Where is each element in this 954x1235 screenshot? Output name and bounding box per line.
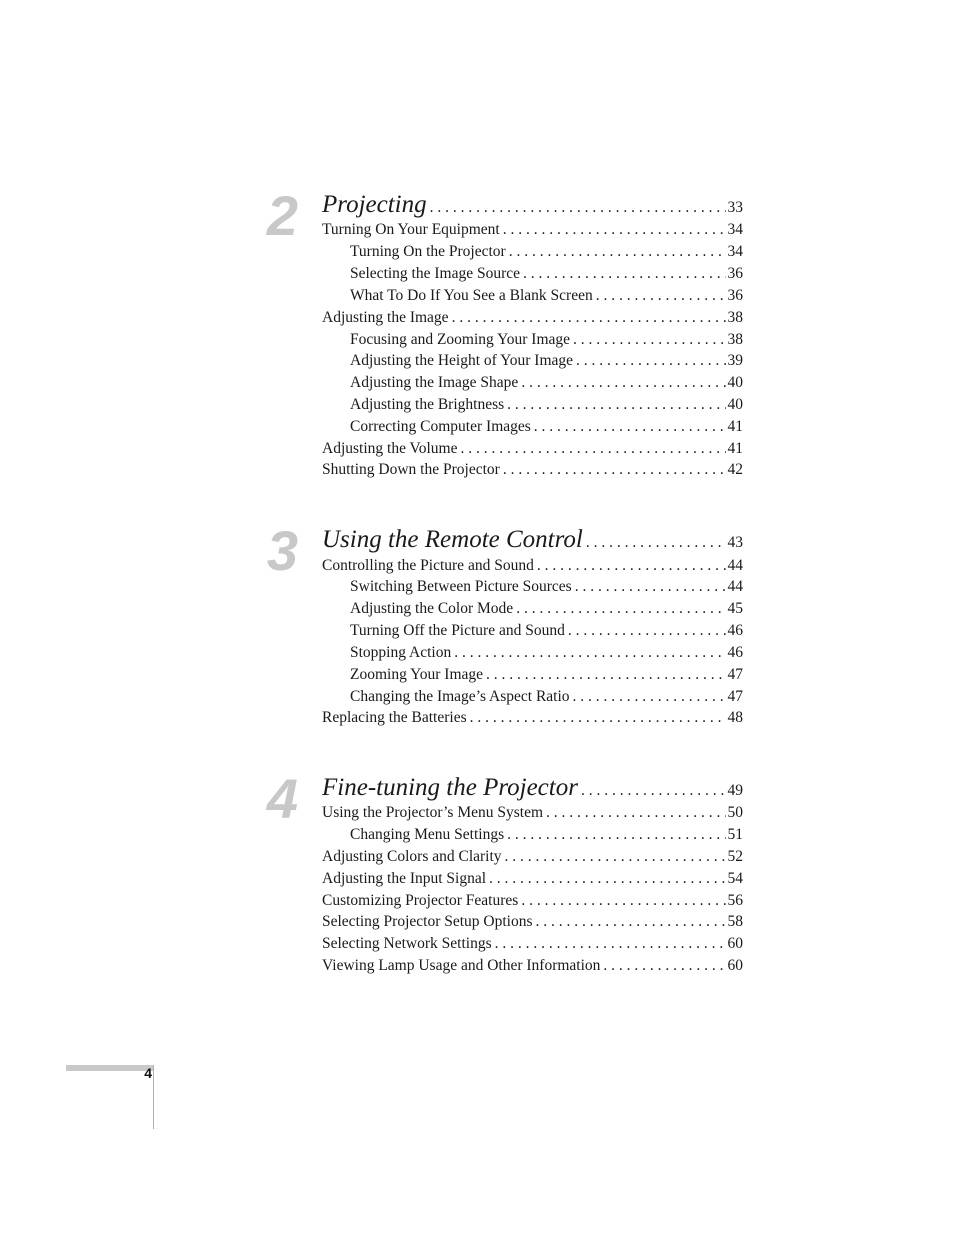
footer-divider xyxy=(153,1065,154,1129)
page-ref: 34 xyxy=(727,243,743,260)
toc-entry[interactable] xyxy=(350,598,743,620)
page-ref: 46 xyxy=(727,622,743,639)
toc-entry[interactable] xyxy=(322,307,743,329)
dot-leader xyxy=(536,911,726,933)
chapter-title: Projecting xyxy=(322,191,427,218)
toc-entry[interactable] xyxy=(350,241,743,263)
dot-leader xyxy=(521,890,725,912)
dot-leader xyxy=(470,707,726,729)
page-ref: 41 xyxy=(727,440,743,457)
page-ref: 48 xyxy=(727,709,743,726)
toc-entry[interactable] xyxy=(322,555,743,577)
toc-entry[interactable] xyxy=(322,459,743,481)
entry-label: Shutting Down the Projector xyxy=(322,461,500,478)
page-ref: 40 xyxy=(727,396,743,413)
chapter-heading[interactable] xyxy=(322,525,743,558)
entry-label: Selecting Projector Setup Options xyxy=(322,913,533,930)
toc-entry[interactable] xyxy=(350,642,743,664)
toc-entry[interactable] xyxy=(322,955,743,977)
dot-leader xyxy=(495,933,726,955)
page-number: 4 xyxy=(144,1065,152,1081)
entry-label: Adjusting the Volume xyxy=(322,440,458,457)
entry-label: Turning On the Projector xyxy=(350,243,506,260)
entry-label: Changing the Image’s Aspect Ratio xyxy=(350,688,570,705)
toc-entry[interactable] xyxy=(350,285,743,307)
page-ref: 60 xyxy=(727,957,743,974)
page-ref: 38 xyxy=(727,309,743,326)
toc-entry[interactable] xyxy=(322,890,743,912)
dot-leader xyxy=(534,416,726,438)
page-ref: 54 xyxy=(727,870,743,887)
toc-entry[interactable] xyxy=(350,350,743,372)
entry-label: Adjusting the Brightness xyxy=(350,396,505,413)
toc-entry[interactable] xyxy=(350,620,743,642)
page-ref: 38 xyxy=(727,331,743,348)
toc-entry[interactable] xyxy=(322,219,743,241)
page-ref: 47 xyxy=(727,666,743,683)
dot-leader xyxy=(521,372,725,394)
toc-entry[interactable] xyxy=(350,394,743,416)
entry-label: Customizing Projector Features xyxy=(322,892,519,909)
page-ref: 49 xyxy=(727,782,743,799)
dot-leader xyxy=(603,955,725,977)
toc-entry[interactable] xyxy=(350,824,743,846)
dot-leader xyxy=(576,350,725,372)
dot-leader xyxy=(509,241,726,263)
entry-label: Selecting Network Settings xyxy=(322,935,492,952)
entry-label: Focusing and Zooming Your Image xyxy=(350,331,571,348)
dot-leader xyxy=(486,664,725,686)
dot-leader xyxy=(503,459,726,481)
entry-label: Adjusting the Image Shape xyxy=(350,374,519,391)
entry-label: Adjusting the Input Signal xyxy=(322,870,487,887)
toc-entry[interactable] xyxy=(350,686,743,708)
dot-leader xyxy=(575,576,726,598)
page-ref: 43 xyxy=(727,534,743,551)
page-ref: 44 xyxy=(727,578,743,595)
toc-entry[interactable] xyxy=(322,438,743,460)
entry-label: Turning On Your Equipment xyxy=(322,221,500,238)
page-ref: 44 xyxy=(727,557,743,574)
toc-entry[interactable] xyxy=(322,911,743,933)
entry-label: Using the Projector’s Menu System xyxy=(322,804,544,821)
page-ref: 50 xyxy=(727,804,743,821)
page-ref: 41 xyxy=(727,418,743,435)
dot-leader xyxy=(573,686,726,708)
page-ref: 47 xyxy=(727,688,743,705)
toc-entry[interactable] xyxy=(350,416,743,438)
page-ref: 33 xyxy=(727,199,743,216)
toc-entry[interactable] xyxy=(322,802,743,824)
dot-leader xyxy=(596,285,726,307)
entry-label: Changing Menu Settings xyxy=(350,826,505,843)
entry-label: What To Do If You See a Blank Screen xyxy=(350,287,593,304)
dot-leader xyxy=(573,329,725,351)
page-ref: 36 xyxy=(727,287,743,304)
dot-leader xyxy=(516,598,725,620)
dot-leader xyxy=(489,868,725,890)
entry-label: Selecting the Image Source xyxy=(350,265,521,282)
dot-leader xyxy=(454,642,725,664)
page-ref: 56 xyxy=(727,892,743,909)
toc-entry[interactable] xyxy=(322,933,743,955)
page-ref: 52 xyxy=(727,848,743,865)
entry-label: Turning Off the Picture and Sound xyxy=(350,622,565,639)
chapter-title: Fine-tuning the Projector xyxy=(322,774,578,801)
page-ref: 42 xyxy=(727,461,743,478)
toc-entry[interactable] xyxy=(322,707,743,729)
page-ref: 46 xyxy=(727,644,743,661)
chapter-title: Using the Remote Control xyxy=(322,526,583,553)
dot-leader xyxy=(505,846,726,868)
page-ref: 51 xyxy=(727,826,743,843)
dot-leader xyxy=(546,802,725,824)
dot-leader xyxy=(507,394,725,416)
entry-label: Switching Between Picture Sources xyxy=(350,578,572,595)
page-ref: 40 xyxy=(727,374,743,391)
entry-label: Controlling the Picture and Sound xyxy=(322,557,534,574)
entry-label: Stopping Action xyxy=(350,644,452,661)
page-ref: 58 xyxy=(727,913,743,930)
toc-entry[interactable] xyxy=(322,846,743,868)
entry-label: Zooming Your Image xyxy=(350,666,484,683)
toc-entry[interactable] xyxy=(350,263,743,285)
entry-label: Viewing Lamp Usage and Other Information xyxy=(322,957,601,974)
toc-entry[interactable] xyxy=(350,329,743,351)
dot-leader xyxy=(523,263,725,285)
dot-leader xyxy=(503,219,726,241)
entry-label: Replacing the Batteries xyxy=(322,709,467,726)
dot-leader xyxy=(507,824,725,846)
dot-leader xyxy=(586,528,726,558)
dot-leader xyxy=(461,438,726,460)
entry-label: Adjusting the Image xyxy=(322,309,449,326)
toc-entry[interactable] xyxy=(322,868,743,890)
entry-label: Adjusting the Height of Your Image xyxy=(350,352,574,369)
chapter-number: 2 xyxy=(266,184,298,247)
page-ref: 45 xyxy=(727,600,743,617)
chapter-number: 4 xyxy=(266,767,298,830)
page-ref: 60 xyxy=(727,935,743,952)
dot-leader xyxy=(537,555,726,577)
dot-leader xyxy=(452,307,726,329)
toc-entry[interactable] xyxy=(350,372,743,394)
page-ref: 39 xyxy=(727,352,743,369)
dot-leader xyxy=(568,620,726,642)
entry-label: Adjusting the Color Mode xyxy=(350,600,514,617)
toc-entry[interactable] xyxy=(350,664,743,686)
entry-label: Correcting Computer Images xyxy=(350,418,531,435)
page-ref: 34 xyxy=(727,221,743,238)
entry-label: Adjusting Colors and Clarity xyxy=(322,848,502,865)
page-ref: 36 xyxy=(727,265,743,282)
chapter-number: 3 xyxy=(266,519,298,582)
toc-entry[interactable] xyxy=(350,576,743,598)
